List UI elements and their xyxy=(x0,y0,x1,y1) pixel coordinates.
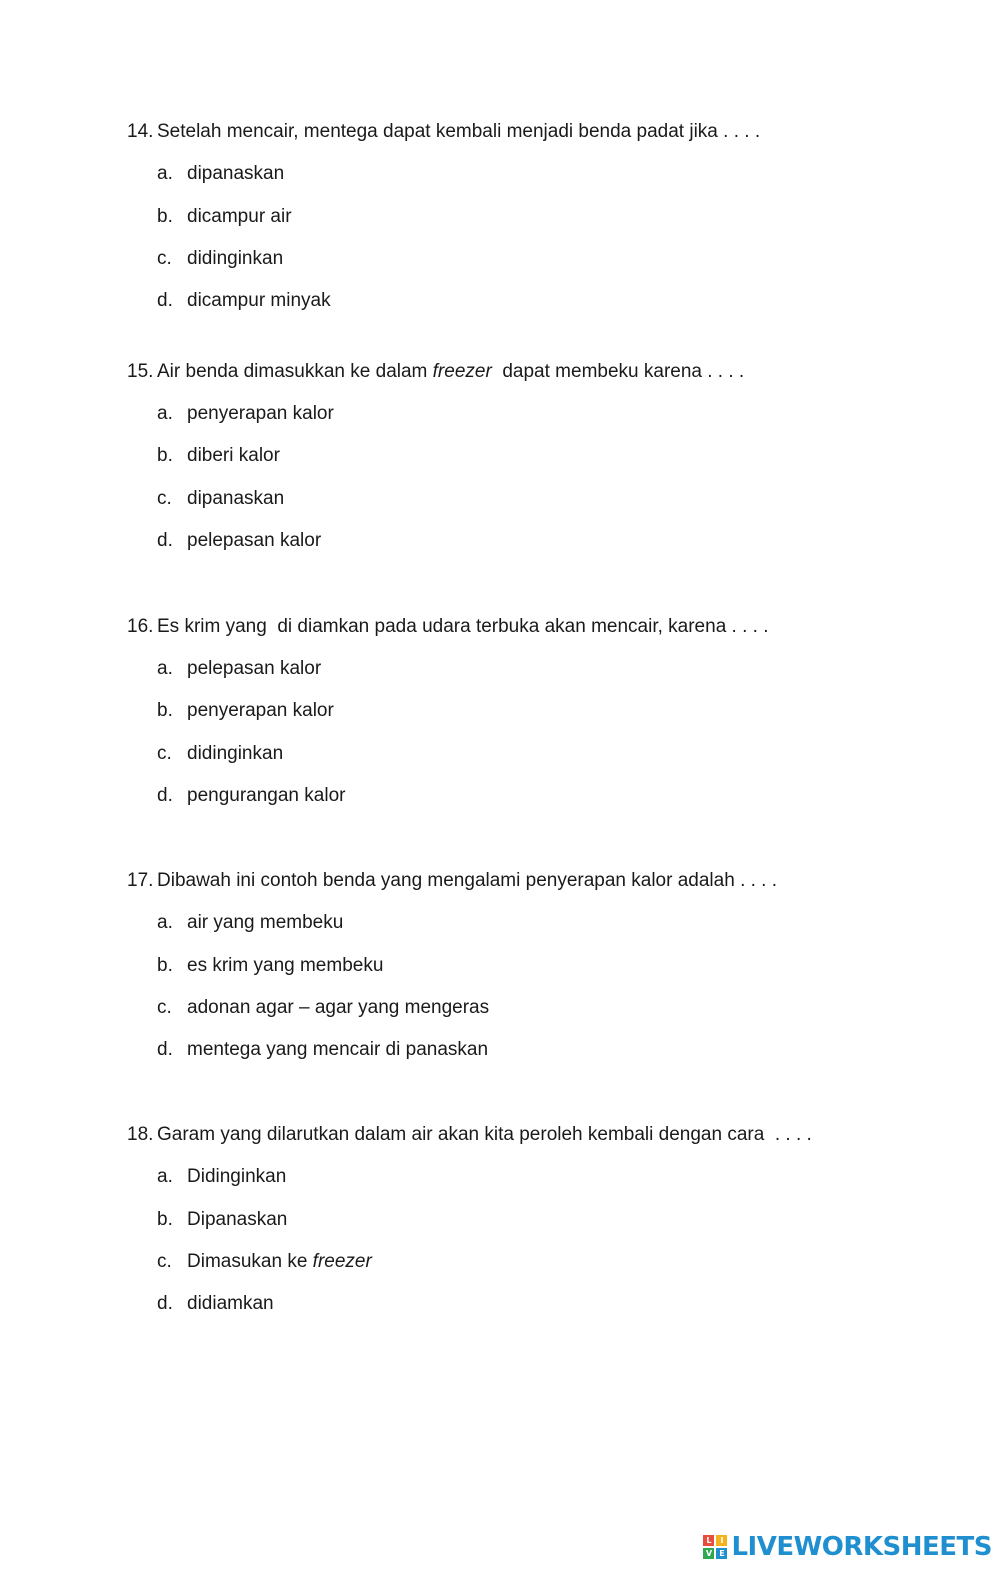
question-17 xyxy=(127,869,777,893)
question-16 xyxy=(127,615,769,639)
logo-mark-cell: L xyxy=(703,1535,714,1546)
option-16b[interactable] xyxy=(157,699,334,723)
option-text: dipanaskan xyxy=(187,163,285,184)
option-text: dicampur minyak xyxy=(187,290,331,311)
option-18b[interactable] xyxy=(157,1208,287,1232)
question-text-before: Air benda dimasukkan ke dalam xyxy=(157,361,433,382)
option-letter: d. xyxy=(157,530,173,551)
option-text xyxy=(187,1251,372,1272)
question-number: 18. xyxy=(127,1124,154,1145)
option-letter: a. xyxy=(157,403,173,424)
option-letter: b. xyxy=(157,700,173,721)
option-text: Didinginkan xyxy=(187,1166,287,1187)
option-14b[interactable] xyxy=(157,205,292,229)
question-18 xyxy=(127,1123,812,1147)
question-14 xyxy=(127,120,760,144)
option-letter: b. xyxy=(157,445,173,466)
option-letter: d. xyxy=(157,1039,173,1060)
option-letter: b. xyxy=(157,1209,173,1230)
liveworksheets-logo xyxy=(703,1532,992,1562)
option-letter: a. xyxy=(157,163,173,184)
option-14a[interactable] xyxy=(157,162,284,186)
option-text: adonan agar – agar yang mengeras xyxy=(187,997,490,1018)
question-text: Es krim yang di diamkan pada udara terbuka akan mencair, karena . . . . xyxy=(157,616,769,637)
option-text: Dipanaskan xyxy=(187,1209,288,1230)
option-letter: d. xyxy=(157,1293,173,1314)
option-letter: a. xyxy=(157,912,173,933)
option-text: diberi kalor xyxy=(187,445,280,466)
option-letter: c. xyxy=(157,743,172,764)
option-text: pengurangan kalor xyxy=(187,785,346,806)
option-14d[interactable] xyxy=(157,289,331,313)
question-text-after: dapat membeku karena . . . . xyxy=(491,361,745,382)
option-15b[interactable] xyxy=(157,444,280,468)
option-17c[interactable] xyxy=(157,996,489,1020)
question-number: 16. xyxy=(127,616,154,637)
question-number: 15. xyxy=(127,361,154,382)
option-text: es krim yang membeku xyxy=(187,955,384,976)
option-text: mentega yang mencair di panaskan xyxy=(187,1039,489,1060)
option-letter: b. xyxy=(157,955,173,976)
logo-mark-cell: I xyxy=(716,1535,727,1546)
question-text: Dibawah ini contoh benda yang mengalami penyerapan kalor adalah . . . . xyxy=(157,870,778,891)
question-text xyxy=(157,361,744,382)
option-letter: c. xyxy=(157,997,172,1018)
logo-mark-cell: V xyxy=(703,1548,714,1559)
question-number: 14. xyxy=(127,121,154,142)
option-17b[interactable] xyxy=(157,954,383,978)
option-18d[interactable] xyxy=(157,1292,274,1316)
option-15c[interactable] xyxy=(157,487,284,511)
option-14c[interactable] xyxy=(157,247,283,271)
option-text: didinginkan xyxy=(187,248,284,269)
logo-mark-cell: E xyxy=(716,1548,727,1559)
option-text: dicampur air xyxy=(187,206,292,227)
option-16d[interactable] xyxy=(157,784,345,808)
option-text: didiamkan xyxy=(187,1293,274,1314)
option-17d[interactable] xyxy=(157,1038,488,1062)
question-number: 17. xyxy=(127,870,154,891)
option-16a[interactable] xyxy=(157,657,321,681)
option-text: penyerapan kalor xyxy=(187,700,334,721)
option-letter: b. xyxy=(157,206,173,227)
question-text: Garam yang dilarutkan dalam air akan kita peroleh kembali dengan cara . . . . xyxy=(157,1124,812,1145)
option-text: penyerapan kalor xyxy=(187,403,334,424)
option-text-before: Dimasukan ke xyxy=(187,1251,313,1272)
option-text: dipanaskan xyxy=(187,488,285,509)
option-letter: c. xyxy=(157,1251,172,1272)
option-16c[interactable] xyxy=(157,742,283,766)
option-17a[interactable] xyxy=(157,911,343,935)
question-text-italic: freezer xyxy=(432,361,492,382)
option-text: pelepasan kalor xyxy=(187,530,322,551)
question-text: Setelah mencair, mentega dapat kembali menjadi benda padat jika . . . . xyxy=(157,121,761,142)
option-text: didinginkan xyxy=(187,743,284,764)
option-letter: a. xyxy=(157,1166,173,1187)
logo-text: LIVEWORKSHEETS xyxy=(731,1532,992,1562)
question-15 xyxy=(127,360,744,384)
option-15a[interactable] xyxy=(157,402,334,426)
option-letter: d. xyxy=(157,785,173,806)
option-text: pelepasan kalor xyxy=(187,658,322,679)
option-15d[interactable] xyxy=(157,529,321,553)
option-18a[interactable] xyxy=(157,1165,286,1189)
option-letter: d. xyxy=(157,290,173,311)
option-letter: c. xyxy=(157,488,172,509)
option-text-italic: freezer xyxy=(312,1251,372,1272)
logo-mark-icon xyxy=(703,1535,727,1559)
option-text: air yang membeku xyxy=(187,912,344,933)
option-letter: c. xyxy=(157,248,172,269)
option-18c[interactable] xyxy=(157,1250,372,1274)
option-letter: a. xyxy=(157,658,173,679)
